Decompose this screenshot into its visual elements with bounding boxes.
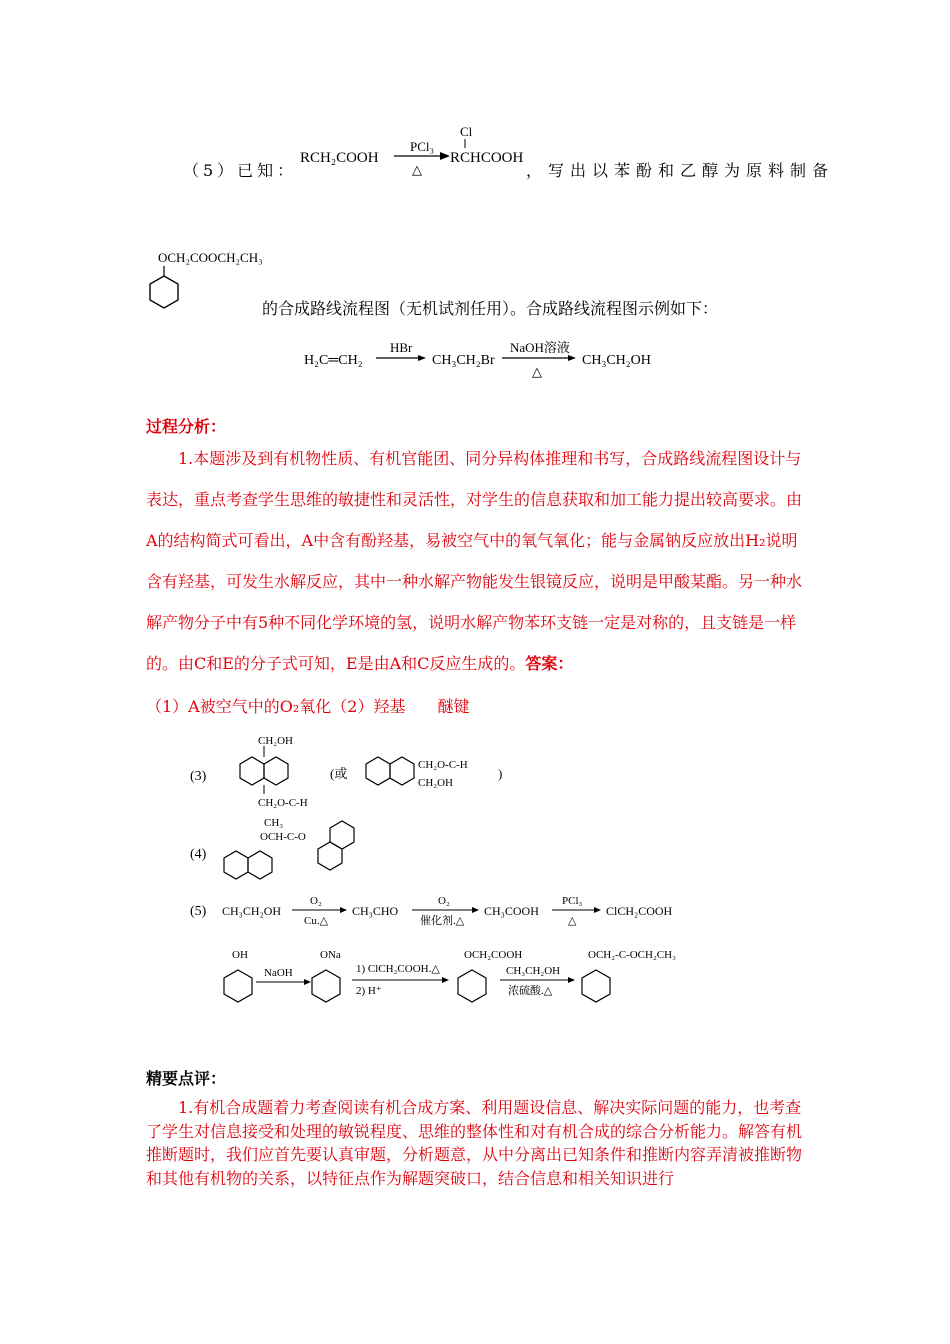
svg-text:OH: OH — [232, 949, 248, 961]
svg-text:OCH₂-C-OCH₂CH₃: OCH₂-C-OCH₂CH₃ — [588, 949, 676, 961]
q5-reactant: RCH₂COOH — [300, 150, 379, 166]
ex-r1: HBr — [390, 340, 413, 355]
ex-c2: △ — [532, 364, 542, 379]
q5-prefix: （5）已知： — [183, 161, 298, 180]
q5-given-reaction — [292, 122, 532, 182]
svg-text:CH₃CHO: CH₃CHO — [352, 904, 399, 918]
benzene-ring-icon — [224, 970, 252, 1002]
svg-text:CH₃CH₂OH: CH₃CH₂OH — [506, 965, 561, 977]
svg-text:1) ClCH₂COOH.△: 1) ClCH₂COOH.△ — [356, 963, 440, 975]
answer-figure — [180, 730, 720, 1020]
q5-reagent: PCl₃ — [410, 139, 435, 154]
ex-r2: NaOH溶液 — [510, 340, 570, 355]
answer-line: （1）A被空气中的O₂氧化（2）羟基 醚键 — [146, 697, 470, 716]
target-molecule — [140, 240, 280, 320]
a3-label: (3) — [190, 769, 207, 784]
example-route — [300, 336, 680, 386]
answer-label: 答案： — [525, 654, 574, 673]
svg-text:ONa: ONa — [320, 949, 341, 961]
analysis-paragraph: 1.本题涉及到有机物性质、有机官能团、同分异构体推理和书写，合成路线流程图设计与表达，重点考查学生思维的敏捷性和灵活性，对学生的信息获取和加工能力提出较高要求。由A的结构简式可看出，A中含有酚羟基，易被空气中的氧气氧化；能与金属钠反应放出H₂说明含有羟基，可发生水解反应，其中一种水解产物能发生银镜反应，说明是甲酸某酯。另一种水解产物分子中有5种不同化学环境的氢，说明水解产物苯环支链一定是对称的，且支链是一样的。由C和E的分子式可知，E是由A和C反应生成的。 — [146, 449, 803, 673]
analysis-heading: 过程分析： — [146, 417, 227, 436]
a5-label: (5) — [190, 904, 207, 919]
naphthalene-icon — [240, 757, 288, 785]
svg-text:催化剂.△: 催化剂.△ — [420, 915, 465, 927]
benzene-ring-icon — [150, 276, 178, 308]
a4-label: (4) — [190, 847, 207, 862]
svg-text:OCH₂COOH: OCH₂COOH — [464, 949, 523, 961]
svg-text:PCl₃: PCl₃ — [562, 895, 583, 907]
svg-text:(或: (或 — [330, 766, 348, 781]
svg-text:NaOH: NaOH — [264, 967, 293, 979]
ex-s3: CH₃CH₂OH — [582, 353, 651, 368]
comment-paragraph: 1.有机合成题着力考查阅读有机合成方案、利用题设信息、解决实际问题的能力，也考查了学生对信息接受和处理的敏锐程度、思维的整体性和对有机合成的综合分析能力。解答有机推断题时，我们应首先要认真审题，分析题意，从中分离出已知条件和推断内容弄清被推断物和其他有机物的关系，以特征点作为解题突破口，结合信息和相关知识进行 — [146, 1098, 803, 1188]
benzene-ring-icon — [312, 970, 340, 1002]
svg-text:浓硫酸.△: 浓硫酸.△ — [508, 985, 553, 997]
svg-text:CH₂O-C-H: CH₂O-C-H — [258, 797, 308, 809]
benzene-ring-icon — [458, 970, 486, 1002]
svg-text:CH₃: CH₃ — [264, 817, 284, 829]
svg-text:ClCH₂COOH: ClCH₂COOH — [606, 904, 673, 918]
q5-cond: △ — [412, 162, 422, 177]
target-label: OCH₂COOCH₂CH₃ — [158, 250, 263, 265]
comment-body — [146, 1096, 810, 1190]
svg-text:OCH-C-O: OCH-C-O — [260, 831, 306, 843]
naphthalene-icon — [366, 757, 414, 785]
svg-text:2) H⁺: 2) H⁺ — [356, 985, 382, 997]
benzene-ring-icon — [582, 970, 610, 1002]
svg-text:CH₂OH: CH₂OH — [418, 777, 454, 789]
q5-arrowhead — [440, 152, 450, 160]
svg-text:O₂: O₂ — [438, 895, 450, 907]
analysis-body — [146, 438, 810, 684]
q5-product: RCHCOOH — [450, 150, 524, 166]
q5-suffix: ，写出以苯酚和乙醇为原料制备 — [526, 161, 835, 180]
svg-text:O₂: O₂ — [310, 895, 322, 907]
comment-heading: 精要点评： — [146, 1069, 227, 1088]
naphthalene-icon — [224, 821, 354, 879]
ex-s2: CH₃CH₂Br — [432, 353, 495, 368]
svg-text:CH₃CH₂OH: CH₃CH₂OH — [222, 904, 282, 918]
ex-s1: H₂C═CH₂ — [304, 353, 363, 368]
svg-text:△: △ — [568, 915, 577, 927]
svg-text:): ) — [498, 766, 503, 781]
q5-line2: 的合成路线流程图（无机试剂任用）。合成路线流程图示例如下： — [262, 299, 719, 318]
svg-text:Cu.△: Cu.△ — [304, 915, 329, 927]
svg-text:CH₃COOH: CH₃COOH — [484, 904, 539, 918]
q5-product-cl: Cl — [460, 124, 473, 139]
svg-text:CH₂OH: CH₂OH — [258, 735, 294, 747]
svg-text:CH₂O-C-H: CH₂O-C-H — [418, 759, 468, 771]
